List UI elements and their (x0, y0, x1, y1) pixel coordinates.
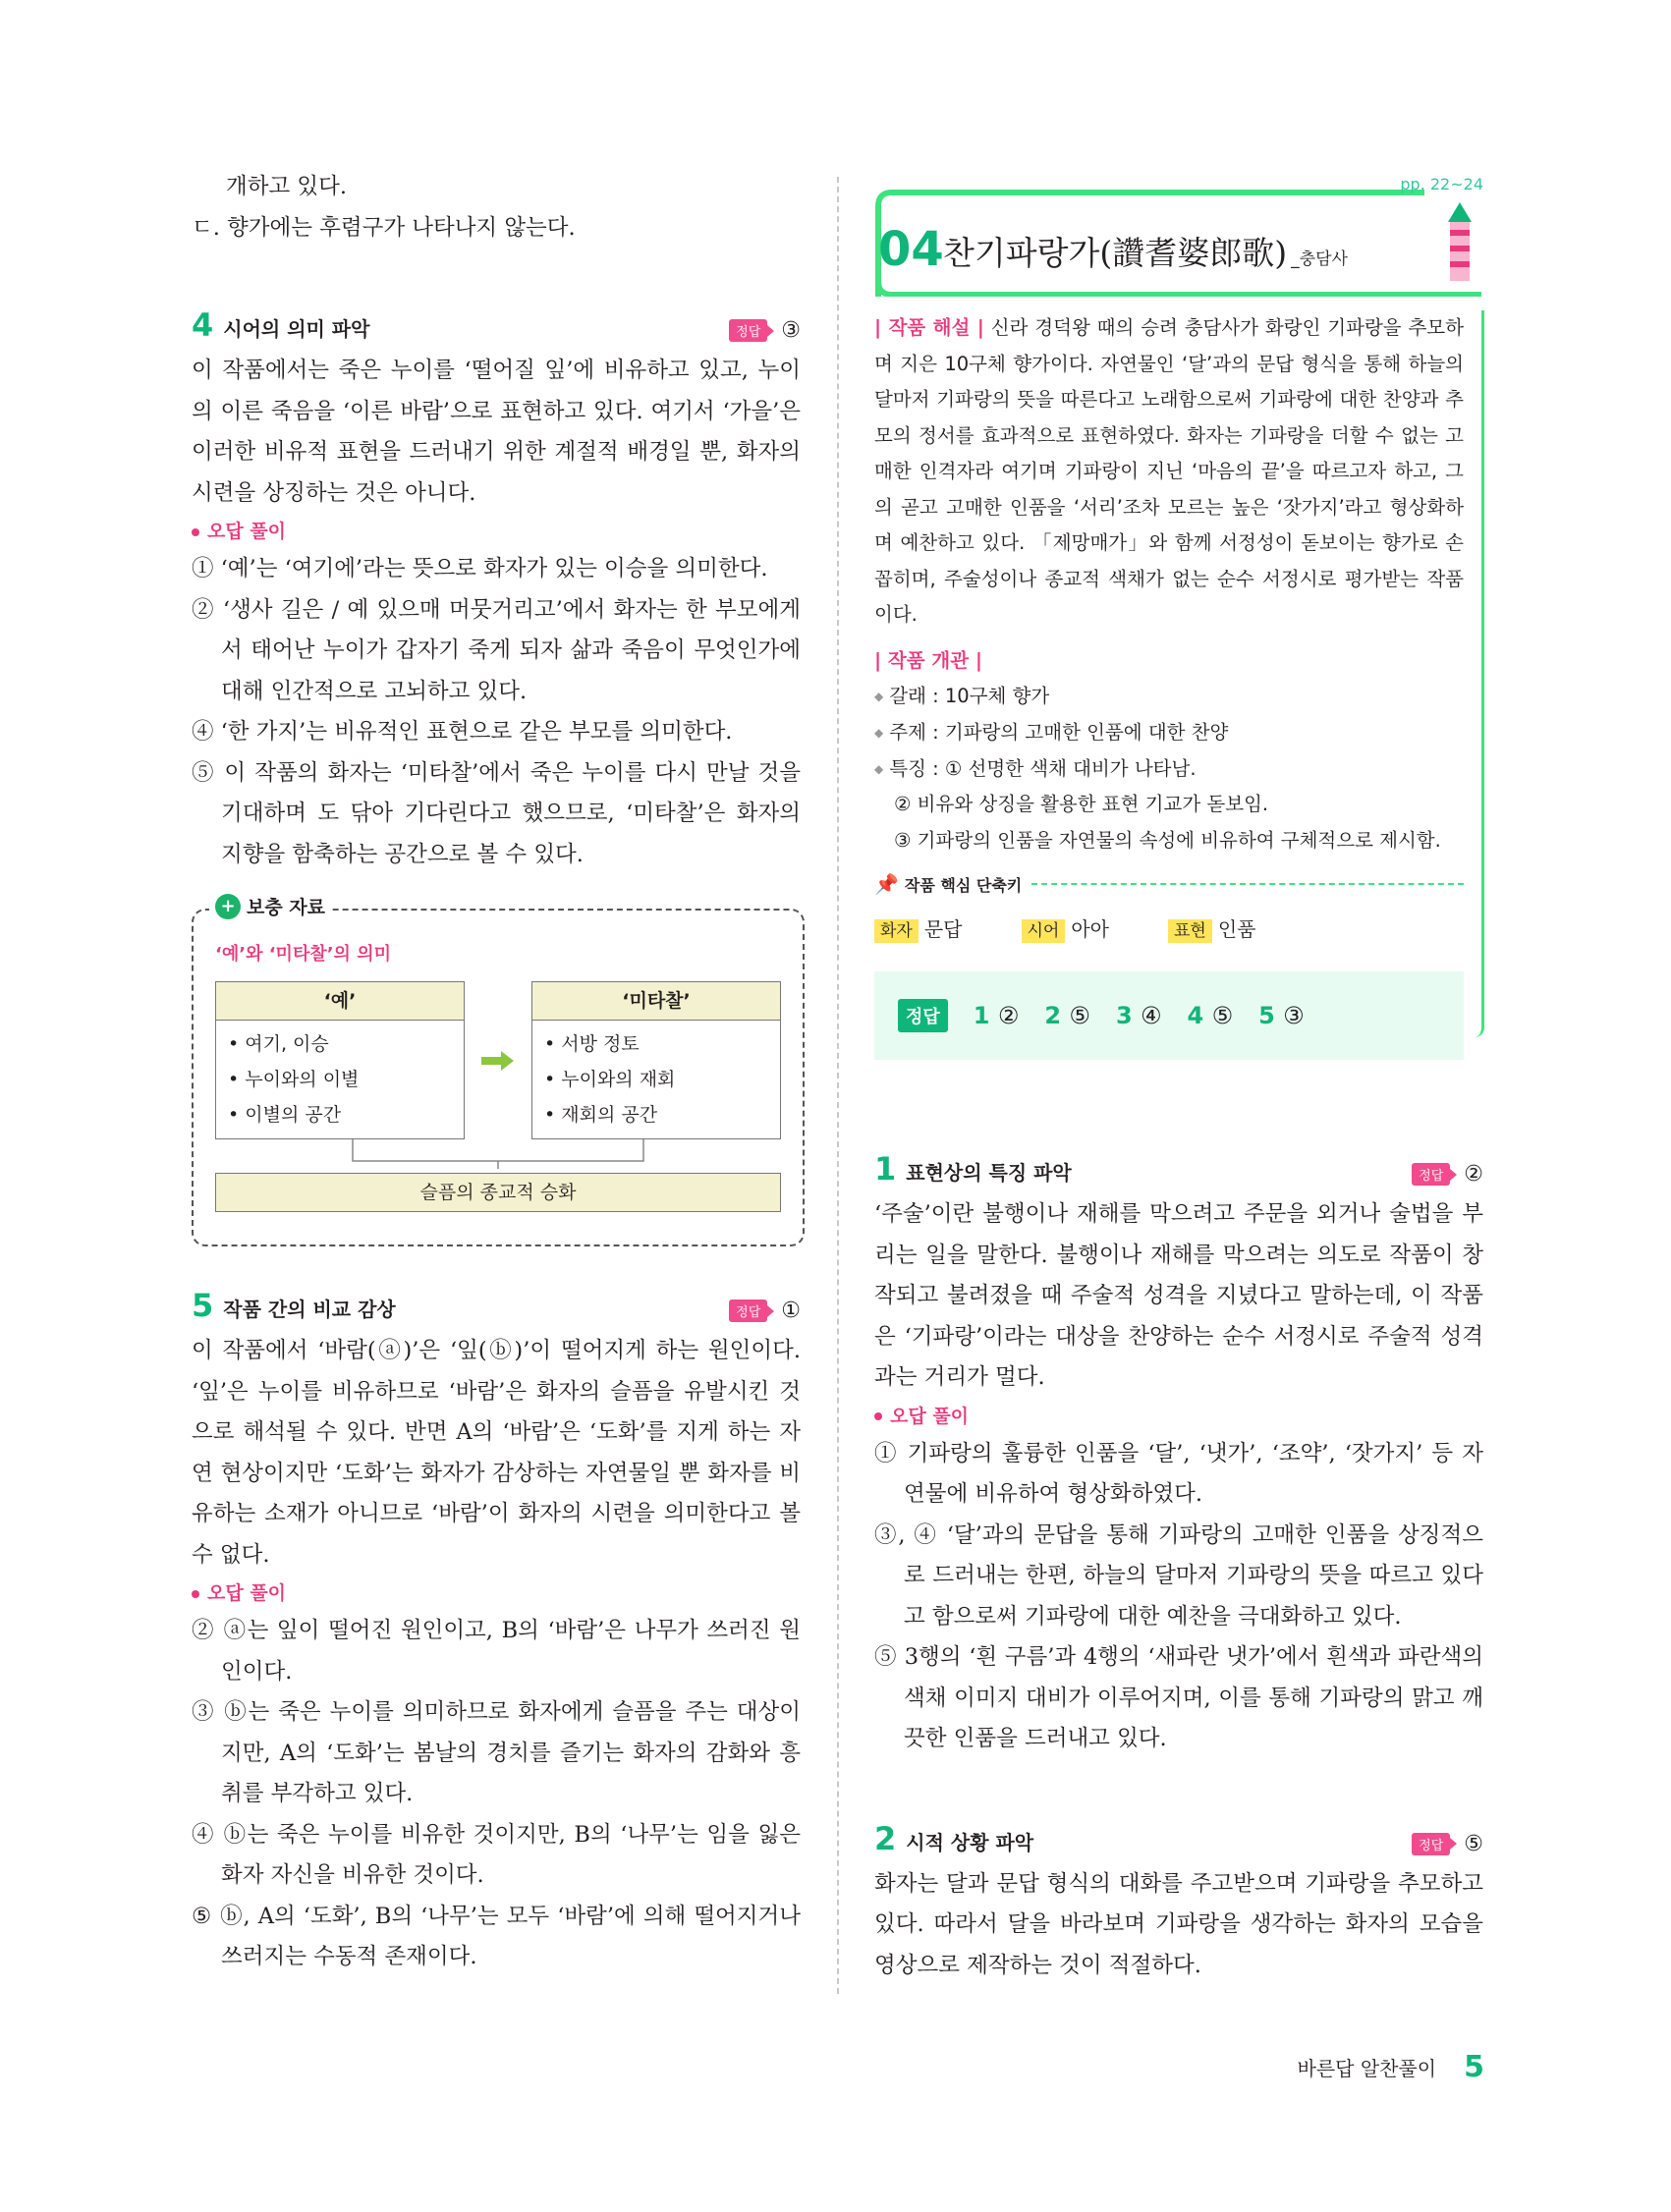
intro-line: 개하고 있다. (226, 174, 347, 199)
supplement-subtitle: ‘예’와 ‘미타찰’의 의미 (215, 944, 391, 965)
list-item: ① 기파랑의 훌륭한 인품을 ‘달’, ‘냇가’, ‘조약’, ‘잣가지’ 등 자연물에 비유하여 형상화하였다. (874, 1440, 1483, 1507)
box-item: • 누이와의 이별 (228, 1069, 360, 1090)
question-5 (192, 1286, 801, 1978)
page-range: pp. 22~24 (1400, 175, 1483, 194)
answer-value: ③ (781, 318, 801, 343)
answer-badge: 정답 (1412, 1833, 1450, 1855)
box-item: • 서방 정토 (544, 1033, 640, 1055)
box-item: • 여기, 이승 (228, 1033, 329, 1055)
left-column (192, 167, 801, 2012)
wrong-answer-heading: 오답 풀이 (192, 514, 801, 549)
magnifier-plus-icon: + (215, 894, 241, 919)
answer-item: 3 ④ (1115, 1002, 1162, 1030)
overview-item: ◆ 특징 : ① 선명한 색채 대비가 나타남. (874, 756, 1197, 780)
answer-value: ② (1464, 1162, 1483, 1187)
answer-item: 5 ③ (1258, 1002, 1305, 1030)
question-number: 5 (192, 1287, 214, 1324)
answer-item: 2 ⑤ (1044, 1002, 1090, 1030)
key-item: 표현 인품 (1168, 913, 1256, 942)
list-item: ⑤ 3행의 ‘흰 구름’과 4행의 ‘새파란 냇가’에서 흰색과 파란색의 색채 이미지 대비가 이루어지며, 이를 통해 기파랑의 맑고 깨끗한 인품을 드러내고 있다. (874, 1644, 1483, 1751)
work-number: 04 (878, 222, 944, 277)
answer-badge: 정답 (729, 1300, 767, 1322)
list-item: ⑤ 이 작품의 화자는 ‘미타찰’에서 죽은 누이를 다시 만날 것을 기대하며 도 닦아 기다린다고 했으므로, ‘미타찰’은 화자의 지향을 함축하는 공간으로 볼 수 있다. (192, 759, 801, 867)
work-explanation: | 작품 해설 | 신라 경덕왕 때의 승려 충담사가 화랑인 기파랑을 추모하며 지은 10구체 향가이다. 자연물인 ‘달’과의 문답 형식을 통해 하늘의 달마저 기파랑의 뜻을 따른다고 노래함으로써 기파랑에 대한 찬양과 추모의 정서를 효과적으로 표현하였다. 화자는 기파랑을 더할 수 없는 고매한 인격자라 여기며 기파랑이 지닌 ‘마음의 끝’을 따르고자 하고, 그의 곧고 고매한 인품을 ‘서리’조차 모르는 높은 ‘잣가지’라고 형상화하며 예찬하고 있다. 「제망매가」와 함께 서정성이 돋보이는 향가로 손꼽히며, 주술성이나 종교적 색채가 없는 순수 서정시로 평가받는 작품이다. (874, 316, 1464, 626)
work-author: _충담사 (1291, 249, 1348, 269)
key-item: 시어 아아 (1022, 913, 1110, 942)
list-item: ③ ⓑ는 죽은 누이를 의미하므로 화자에게 슬픔을 주는 대상이지만, A의 ‘도화’는 봄날의 경치를 즐기는 화자의 감화와 흥취를 부각하고 있다. (192, 1699, 801, 1806)
question-4 (192, 305, 801, 875)
intro-line: ㄷ. 향가에는 후렴구가 나타나지 않는다. (192, 214, 576, 241)
overview-item: ③ 기파랑의 인품을 자연물의 속성에 비유하여 구체적으로 제시함. (894, 828, 1441, 852)
answers-badge: 정답 (898, 999, 948, 1032)
work-title: 찬기파랑가(讚耆婆郎歌) _충담사 (943, 234, 1348, 272)
explanation: ‘주술’이란 불행이나 재해를 막으려고 주문을 외거나 술법을 부리는 일을 말한다. 불행이나 재해를 막으려는 의도로 작품이 창작되고 불려졌을 때 주술적 성격을 지녔다고 말하는데, 이 작품은 ‘기파랑’이라는 대상을 찬양하는 순수 서정시로 주술적 성격과는 거리가 멀다. (874, 1201, 1483, 1390)
question-title: 시어의 의미 파악 (223, 317, 370, 341)
answer-badge: 정답 (1412, 1163, 1450, 1186)
supplement-box (192, 895, 805, 1246)
key-item: 화자 문답 (874, 913, 963, 942)
result-box: 슬픔의 종교적 승화 (215, 1173, 781, 1212)
overview-item: ◆ 갈래 : 10구체 향가 (874, 685, 1050, 707)
list-item: ② ‘생사 길은 / 예 있으매 머뭇거리고’에서 화자는 한 부모에게서 태어난 누이가 갑자기 죽게 되자 삶과 죽음이 무엇인가에 대해 인간적으로 고뇌하고 있다. (192, 596, 801, 704)
overview-item: ② 비유와 상징을 활용한 표현 기교가 돋보임. (894, 793, 1269, 816)
question-1 (874, 1149, 1483, 1760)
question-number: 1 (874, 1150, 897, 1188)
work-info (874, 310, 1483, 1060)
answer-value: ① (781, 1299, 801, 1323)
wrong-answer-heading: 오답 풀이 (874, 1399, 1483, 1434)
box-mitachal (531, 981, 781, 1139)
box-title: ‘미타찰’ (532, 982, 780, 1021)
right-column (874, 167, 1483, 2033)
box-item: • 이별의 공간 (228, 1104, 342, 1126)
answer-item: 1 ② (973, 1002, 1020, 1030)
connector-bracket (215, 1139, 781, 1169)
work-header (874, 167, 1483, 297)
list-item: ④ ⓑ는 죽은 누이를 비유한 것이지만, B의 ‘나무’는 임을 잃은 화자 자신을 비유한 것이다. (192, 1821, 801, 1888)
column-divider (837, 177, 839, 1994)
answer-item: 4 ⑤ (1187, 1002, 1234, 1030)
wrong-answer-heading: 오답 풀이 (192, 1576, 801, 1611)
list-item: ① ‘예’는 ‘여기에’라는 뜻으로 화자가 있는 이승을 의미한다. (192, 556, 768, 581)
question-2 (874, 1819, 1483, 1987)
list-item: ④ ‘한 가지’는 비유적인 표현으로 같은 부모를 의미한다. (192, 719, 733, 745)
page-footer (1298, 2050, 1484, 2084)
list-item: ③, ④ ‘달’과의 문답을 통해 기파랑의 고매한 인품을 상징적으로 드러내는 한편, 하늘의 달마저 기파랑의 뜻을 따르고 있다고 함으로써 기파랑에 대한 예찬을 극대화하고 있다. (874, 1521, 1483, 1630)
box-item: • 누이와의 재회 (544, 1069, 676, 1090)
question-title: 작품 간의 비교 감상 (223, 1298, 396, 1321)
key-label: 📌 작품 핵심 단축키 (874, 872, 1464, 896)
overview-item: ◆ 주제 : 기파랑의 고매한 인품에 대한 찬양 (874, 720, 1229, 744)
explanation: 이 작품에서 ‘바람(ⓐ)’은 ‘잎(ⓑ)’이 떨어지게 하는 원인이다. ‘잎’은 누이를 비유하므로 ‘바람’은 화자의 슬픔을 유발시킨 것으로 해석될 수 있다. 반면 A의 ‘바람’은 ‘도화’를 지게 하는 자연 현상이지만 ‘도화’는 화자가 감상하는 자연물일 뿐 화자를 비유하는 소재가 아니므로 ‘바람’이 화자의 시련을 의미한다고 볼 수 없다. (192, 1338, 801, 1568)
question-title: 시적 상황 파악 (906, 1830, 1034, 1854)
list-item: ② ⓐ는 잎이 떨어진 원인이고, B의 ‘바람’은 나무가 쓰러진 원인이다. (192, 1618, 801, 1685)
overview-heading: | 작품 개관 | (874, 648, 982, 672)
arrow-right-icon (479, 1048, 517, 1074)
box-ye (215, 981, 465, 1139)
answer-value: ⑤ (1464, 1831, 1483, 1856)
answers-bar (874, 971, 1464, 1060)
explanation: 화자는 달과 문답 형식의 대화를 주고받으며 기파랑을 추모하고 있다. 따라서 달을 바라보며 기파랑을 생각하는 화자의 모습을 영상으로 제작하는 것이 적절하다. (874, 1870, 1483, 1978)
box-item: • 재회의 공간 (544, 1104, 658, 1126)
explanation: 이 작품에서는 죽은 누이를 ‘떨어질 잎’에 비유하고 있고, 누이의 이른 죽음을 ‘이른 바람’으로 표현하고 있다. 여기서 ‘가을’은 이러한 비유적 표현을 드러내기 위한 계절적 배경일 뿐, 화자의 시련을 상징하는 것은 아니다. (192, 358, 801, 506)
supplement-label: + 보충 자료 (209, 893, 331, 919)
list-item: ⑤ ⓑ, A의 ‘도화’, B의 ‘나무’는 모두 ‘바람’에 의해 떨어지거나 쓰러지는 수동적 존재이다. (192, 1903, 801, 1969)
answer-badge: 정답 (729, 319, 767, 342)
tower-icon (1442, 200, 1477, 285)
page-number: 5 (1464, 2050, 1484, 2084)
pin-icon: 📌 (874, 872, 899, 897)
footer-label: 바른답 알찬풀이 (1297, 2057, 1437, 2080)
box-title: ‘예’ (216, 982, 464, 1021)
question-number: 4 (192, 306, 214, 344)
key-row (874, 913, 1464, 942)
question-number: 2 (874, 1819, 897, 1857)
question-title: 표현상의 특징 파악 (906, 1161, 1072, 1185)
